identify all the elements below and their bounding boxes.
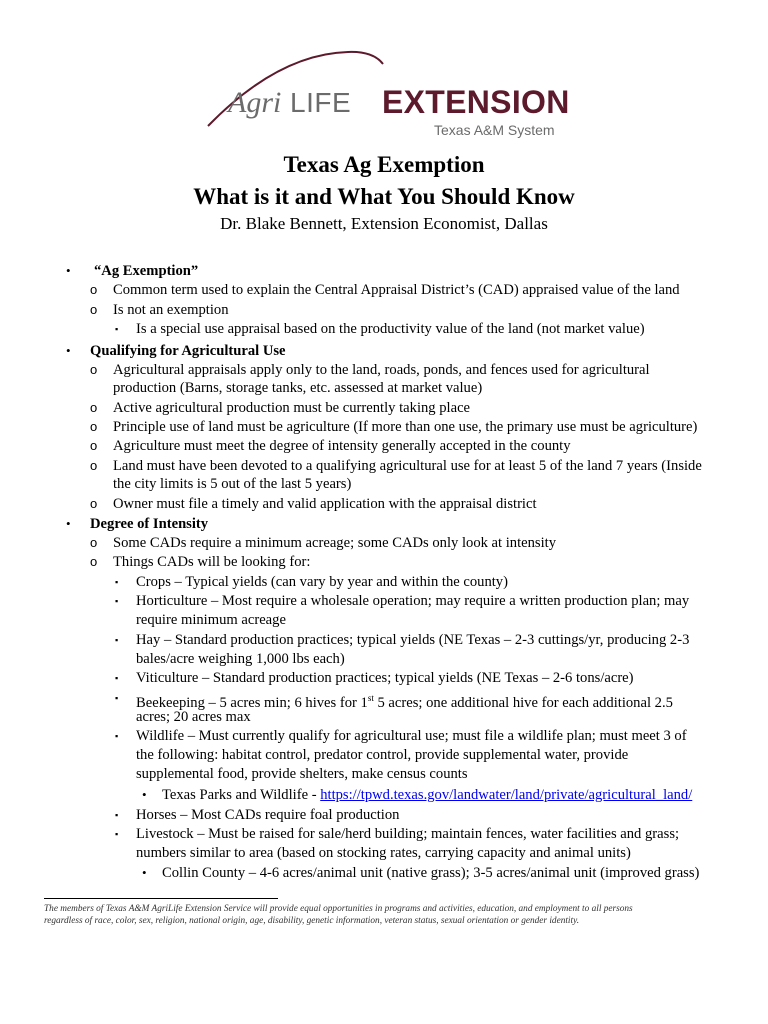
bullet-square-icon: ▪ xyxy=(115,577,119,587)
list-item: Owner must file a timely and valid application with the appraisal district xyxy=(113,496,537,512)
bullet-square-icon: ▪ xyxy=(115,673,119,683)
bullet-circle-icon: o xyxy=(90,302,98,317)
logo-extension-text: EXTENSION xyxy=(382,84,570,120)
list-item: Wildlife – Must currently qualify for agricultural use; must file a wildlife plan; must meet 3 of xyxy=(136,728,687,744)
list-item: Horticulture – Most require a wholesale operation; may require a written production plan; may xyxy=(136,593,690,609)
bullet-circle-icon: o xyxy=(90,458,98,473)
bullet-square-icon: ▪ xyxy=(115,693,119,703)
bullet-square-icon: ▪ xyxy=(115,596,119,606)
bullet-circle-icon: o xyxy=(90,362,98,377)
section-heading-ag-exemption: “Ag Exemption” xyxy=(94,263,199,279)
list-item-continuation: supplemental food, provide shelters, make census counts xyxy=(136,766,468,782)
bullet-square-icon: ▪ xyxy=(115,731,119,741)
list-item: Collin County – 4-6 acres/animal unit (native grass); 3-5 acres/animal unit (improved grass) xyxy=(162,865,700,881)
list-item: Active agricultural production must be currently taking place xyxy=(113,400,471,416)
list-item: Is a special use appraisal based on the productivity value of the land (not market value) xyxy=(136,321,645,337)
list-item-continuation: production (Barns, storage tanks, etc. assessed at market value) xyxy=(113,380,483,396)
bullet-square-icon: ▪ xyxy=(115,810,119,820)
bullet-circle-icon: o xyxy=(90,419,98,434)
bullet-circle-icon: o xyxy=(90,496,98,511)
section-heading-qualifying: Qualifying for Agricultural Use xyxy=(90,343,286,359)
list-item: Agriculture must meet the degree of intensity generally accepted in the county xyxy=(113,438,571,454)
bullet-circle-icon: o xyxy=(90,282,98,297)
bullet-circle-icon: o xyxy=(90,535,98,550)
list-item-continuation: numbers similar to area (based on stocking rates, carrying capacity and animal units) xyxy=(136,845,631,861)
list-item: Horses – Most CADs require foal production xyxy=(136,807,400,823)
section-heading-intensity: Degree of Intensity xyxy=(90,516,209,532)
logo-system-text: Texas A&M System xyxy=(434,122,555,138)
author-line: Dr. Blake Bennett, Extension Economist, Dallas xyxy=(220,214,548,233)
tpwd-link[interactable]: https://tpwd.texas.gov/landwater/land/private/agricultural_land/ xyxy=(320,787,693,803)
bullet-square-icon: ▪ xyxy=(115,324,119,334)
bullet-dot-icon: • xyxy=(142,865,147,880)
list-item-continuation: acres; 20 acres max xyxy=(136,709,251,725)
bullet-square-icon: ▪ xyxy=(115,635,119,645)
logo-agri-text: Agri xyxy=(228,86,282,119)
list-item-continuation: bales/acre weighing 1,000 lbs each) xyxy=(136,651,345,667)
bullet-dot-icon: • xyxy=(66,343,71,358)
list-item-continuation: the following: habitat control, predator control, provide supplemental water, provide xyxy=(136,747,629,763)
list-item: Crops – Typical yields (can vary by year and within the county) xyxy=(136,574,508,590)
list-item-continuation: require minimum acreage xyxy=(136,612,286,628)
bullet-circle-icon: o xyxy=(90,438,98,453)
list-item-continuation: the city limits is 5 out of the last 5 years) xyxy=(113,476,352,492)
footnote-line: The members of Texas A&M AgriLife Extension Service will provide equal opportunities in programs and activities, education, and employment to all persons xyxy=(44,904,633,914)
list-item: Beekeeping – 5 acres min; 6 hives for 1st 5 acres; one additional hive for each additional 2.5 xyxy=(136,693,673,711)
bullet-dot-icon: • xyxy=(66,516,71,531)
list-item: Land must have been devoted to a qualifying agricultural use for at least 5 of the land 7 years (Inside xyxy=(113,458,702,474)
list-item: Livestock – Must be raised for sale/herd building; maintain fences, water facilities and grass; xyxy=(136,826,680,842)
list-item: Hay – Standard production practices; typical yields (NE Texas – 2-3 cuttings/yr, producing 2-3 xyxy=(136,632,690,648)
list-item: Some CADs require a minimum acreage; some CADs only look at intensity xyxy=(113,535,557,551)
footnote xyxy=(44,903,724,927)
list-item: Common term used to explain the Central Appraisal District’s (CAD) appraised value of the land xyxy=(113,282,680,298)
list-item: Things CADs will be looking for: xyxy=(113,554,311,570)
document-subtitle: What is it and What You Should Know xyxy=(193,184,575,209)
bullet-circle-icon: o xyxy=(90,400,98,415)
list-item: Principle use of land must be agriculture (If more than one use, the primary use must be agriculture) xyxy=(113,419,698,435)
logo-life-text: LIFE xyxy=(290,87,352,118)
list-item: Agricultural appraisals apply only to the land, roads, ponds, and fences used for agricultural xyxy=(113,362,650,378)
footnote-divider xyxy=(44,898,278,899)
list-item: Is not an exemption xyxy=(113,302,229,318)
footnote-line: regardless of race, color, sex, religion, national origin, age, disability, genetic information, veteran status, sexual orientation or gender identity. xyxy=(44,916,580,926)
document-title: Texas Ag Exemption xyxy=(283,152,485,177)
list-item: Texas Parks and Wildlife - https://tpwd.texas.gov/landwater/land/private/agricultural_land/ xyxy=(162,787,693,803)
bullet-square-icon: ▪ xyxy=(115,829,119,839)
list-item: Viticulture – Standard production practices; typical yields (NE Texas – 2-6 tons/acre) xyxy=(136,670,634,686)
bullet-circle-icon: o xyxy=(90,554,98,569)
agrilife-logo xyxy=(198,46,578,144)
bullet-dot-icon: • xyxy=(142,787,147,802)
bullet-dot-icon: • xyxy=(66,263,71,278)
